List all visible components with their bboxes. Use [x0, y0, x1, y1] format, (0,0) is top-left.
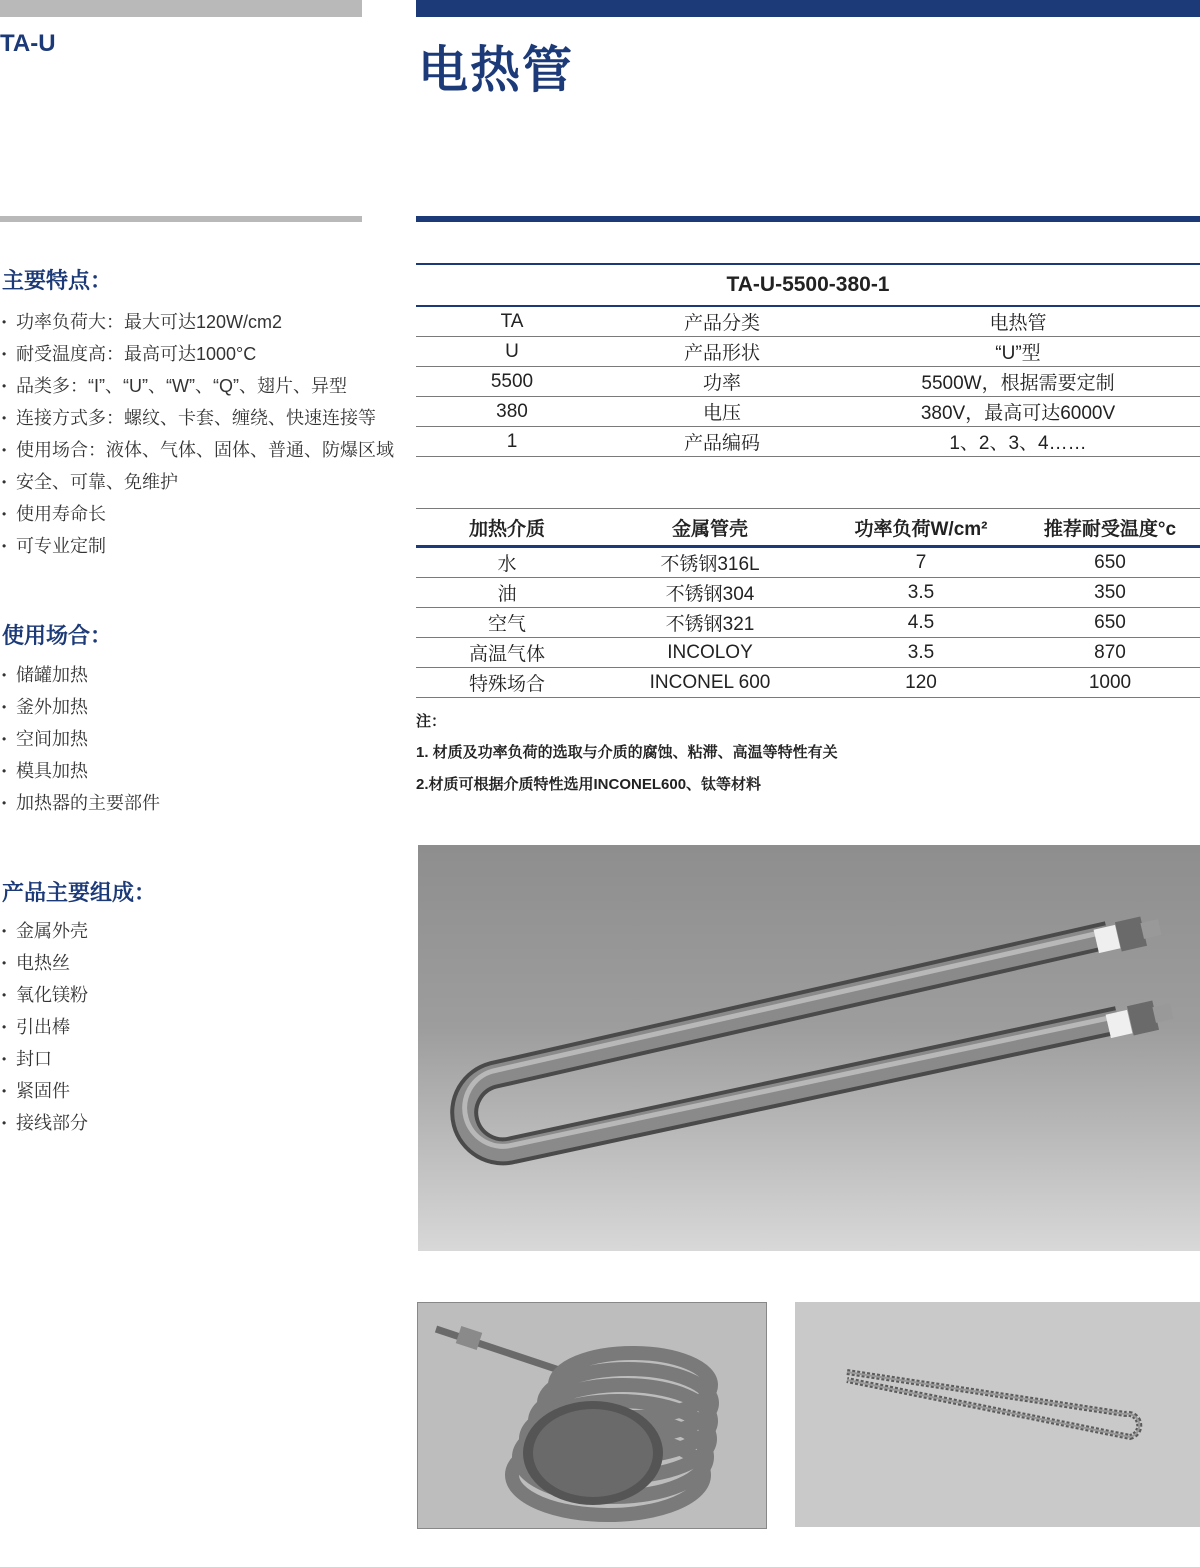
list-item: • 封口 — [2, 1043, 88, 1075]
table-cell: 1、2、3、4…… — [836, 427, 1200, 457]
list-item: • 氧化镁粉 — [2, 979, 88, 1011]
list-item: • 使用场合：液体、气体、固体、普通、防爆区域 — [2, 434, 394, 466]
list-item: • 储罐加热 — [2, 659, 160, 691]
mid-left-bar — [0, 216, 362, 222]
u-tube-photo — [418, 845, 1200, 1251]
table-cell: 1 — [416, 427, 608, 457]
list-item: • 引出棒 — [2, 1011, 88, 1043]
table-cell: 不锈钢316L — [598, 547, 822, 578]
list-item: • 可专业定制 — [2, 530, 394, 562]
table-cell: 电热管 — [836, 306, 1200, 337]
model-code: TA-U — [0, 30, 56, 57]
table-cell: 4.5 — [822, 608, 1020, 638]
list-item: • 使用寿命长 — [2, 498, 394, 530]
table-row — [416, 367, 1200, 397]
table-cell: 产品形状 — [608, 337, 836, 367]
column-header: 加热介质 — [416, 509, 598, 547]
table-cell: 7 — [822, 547, 1020, 578]
table-row — [416, 547, 1200, 578]
table-cell: 350 — [1020, 578, 1200, 608]
table-cell: 产品编码 — [608, 427, 836, 457]
table-row — [416, 397, 1200, 427]
finned-tube-photo — [795, 1302, 1200, 1527]
list-item: • 加热器的主要部件 — [2, 787, 160, 819]
page-title: 电热管 — [418, 42, 574, 98]
note-line: 1. 材质及功率负荷的选取与介质的腐蚀、粘滞、高温等特性有关 — [416, 744, 838, 761]
mid-right-bar — [416, 216, 1200, 222]
list-item: • 电热丝 — [2, 947, 88, 979]
model-decode-table — [416, 263, 1200, 457]
applications-title: 使用场合： — [2, 623, 113, 648]
note-line: 2.材质可根据介质特性选用INCONEL600、钛等材料 — [416, 776, 762, 793]
table-cell: 5500 — [416, 367, 608, 397]
table-cell: “U”型 — [836, 337, 1200, 367]
table-cell: 水 — [416, 547, 598, 578]
table-row — [416, 306, 1200, 337]
components-title: 产品主要组成： — [2, 880, 157, 905]
table-cell: 空气 — [416, 608, 598, 638]
table-cell: U — [416, 337, 608, 367]
list-item: • 功率负荷大：最大可达120W/cm2 — [2, 306, 394, 338]
list-item: • 接线部分 — [2, 1107, 88, 1139]
coil-tube-photo — [417, 1302, 767, 1529]
list-item: • 金属外壳 — [2, 915, 88, 947]
table-row — [416, 608, 1200, 638]
table-cell: 870 — [1020, 638, 1200, 668]
list-item: • 釜外加热 — [2, 691, 160, 723]
model-code-heading: TA-U-5500-380-1 — [416, 264, 1200, 306]
table-cell: 380 — [416, 397, 608, 427]
table-cell: 产品分类 — [608, 306, 836, 337]
table-row — [416, 427, 1200, 457]
table-row — [416, 578, 1200, 608]
list-item: • 紧固件 — [2, 1075, 88, 1107]
top-right-bar — [416, 0, 1200, 17]
table-cell: 电压 — [608, 397, 836, 427]
table-cell: 650 — [1020, 547, 1200, 578]
table-cell: 1000 — [1020, 668, 1200, 698]
table-cell: 高温气体 — [416, 638, 598, 668]
material-table — [416, 508, 1200, 698]
table-row — [416, 638, 1200, 668]
table-cell: 特殊场合 — [416, 668, 598, 698]
column-header: 功率负荷W/cm² — [822, 509, 1020, 547]
features-title: 主要特点： — [2, 268, 113, 293]
table-row — [416, 337, 1200, 367]
table-cell: 功率 — [608, 367, 836, 397]
notes-label: 注： — [416, 713, 447, 730]
table-cell: 3.5 — [822, 578, 1020, 608]
table-cell: 5500W，根据需要定制 — [836, 367, 1200, 397]
table-cell: 不锈钢321 — [598, 608, 822, 638]
table-cell: TA — [416, 306, 608, 337]
list-item: • 品类多：“I”、“U”、“W”、“Q”、翅片、异型 — [2, 370, 394, 402]
list-item: • 模具加热 — [2, 755, 160, 787]
table-cell: 650 — [1020, 608, 1200, 638]
table-row — [416, 668, 1200, 698]
table-cell: INCOLOY — [598, 638, 822, 668]
applications-list — [2, 659, 160, 819]
list-item: • 安全、可靠、免维护 — [2, 466, 394, 498]
features-list — [2, 306, 394, 562]
top-left-bar — [0, 0, 362, 17]
table-cell: 3.5 — [822, 638, 1020, 668]
column-header: 推荐耐受温度°c — [1020, 509, 1200, 547]
list-item: • 耐受温度高：最高可达1000°C — [2, 338, 394, 370]
table-cell: 油 — [416, 578, 598, 608]
list-item: • 空间加热 — [2, 723, 160, 755]
components-list — [2, 915, 88, 1139]
table-cell: 120 — [822, 668, 1020, 698]
table-cell: 380V，最高可达6000V — [836, 397, 1200, 427]
list-item: • 连接方式多：螺纹、卡套、缠绕、快速连接等 — [2, 402, 394, 434]
column-header: 金属管壳 — [598, 509, 822, 547]
table-cell: INCONEL 600 — [598, 668, 822, 698]
table-cell: 不锈钢304 — [598, 578, 822, 608]
